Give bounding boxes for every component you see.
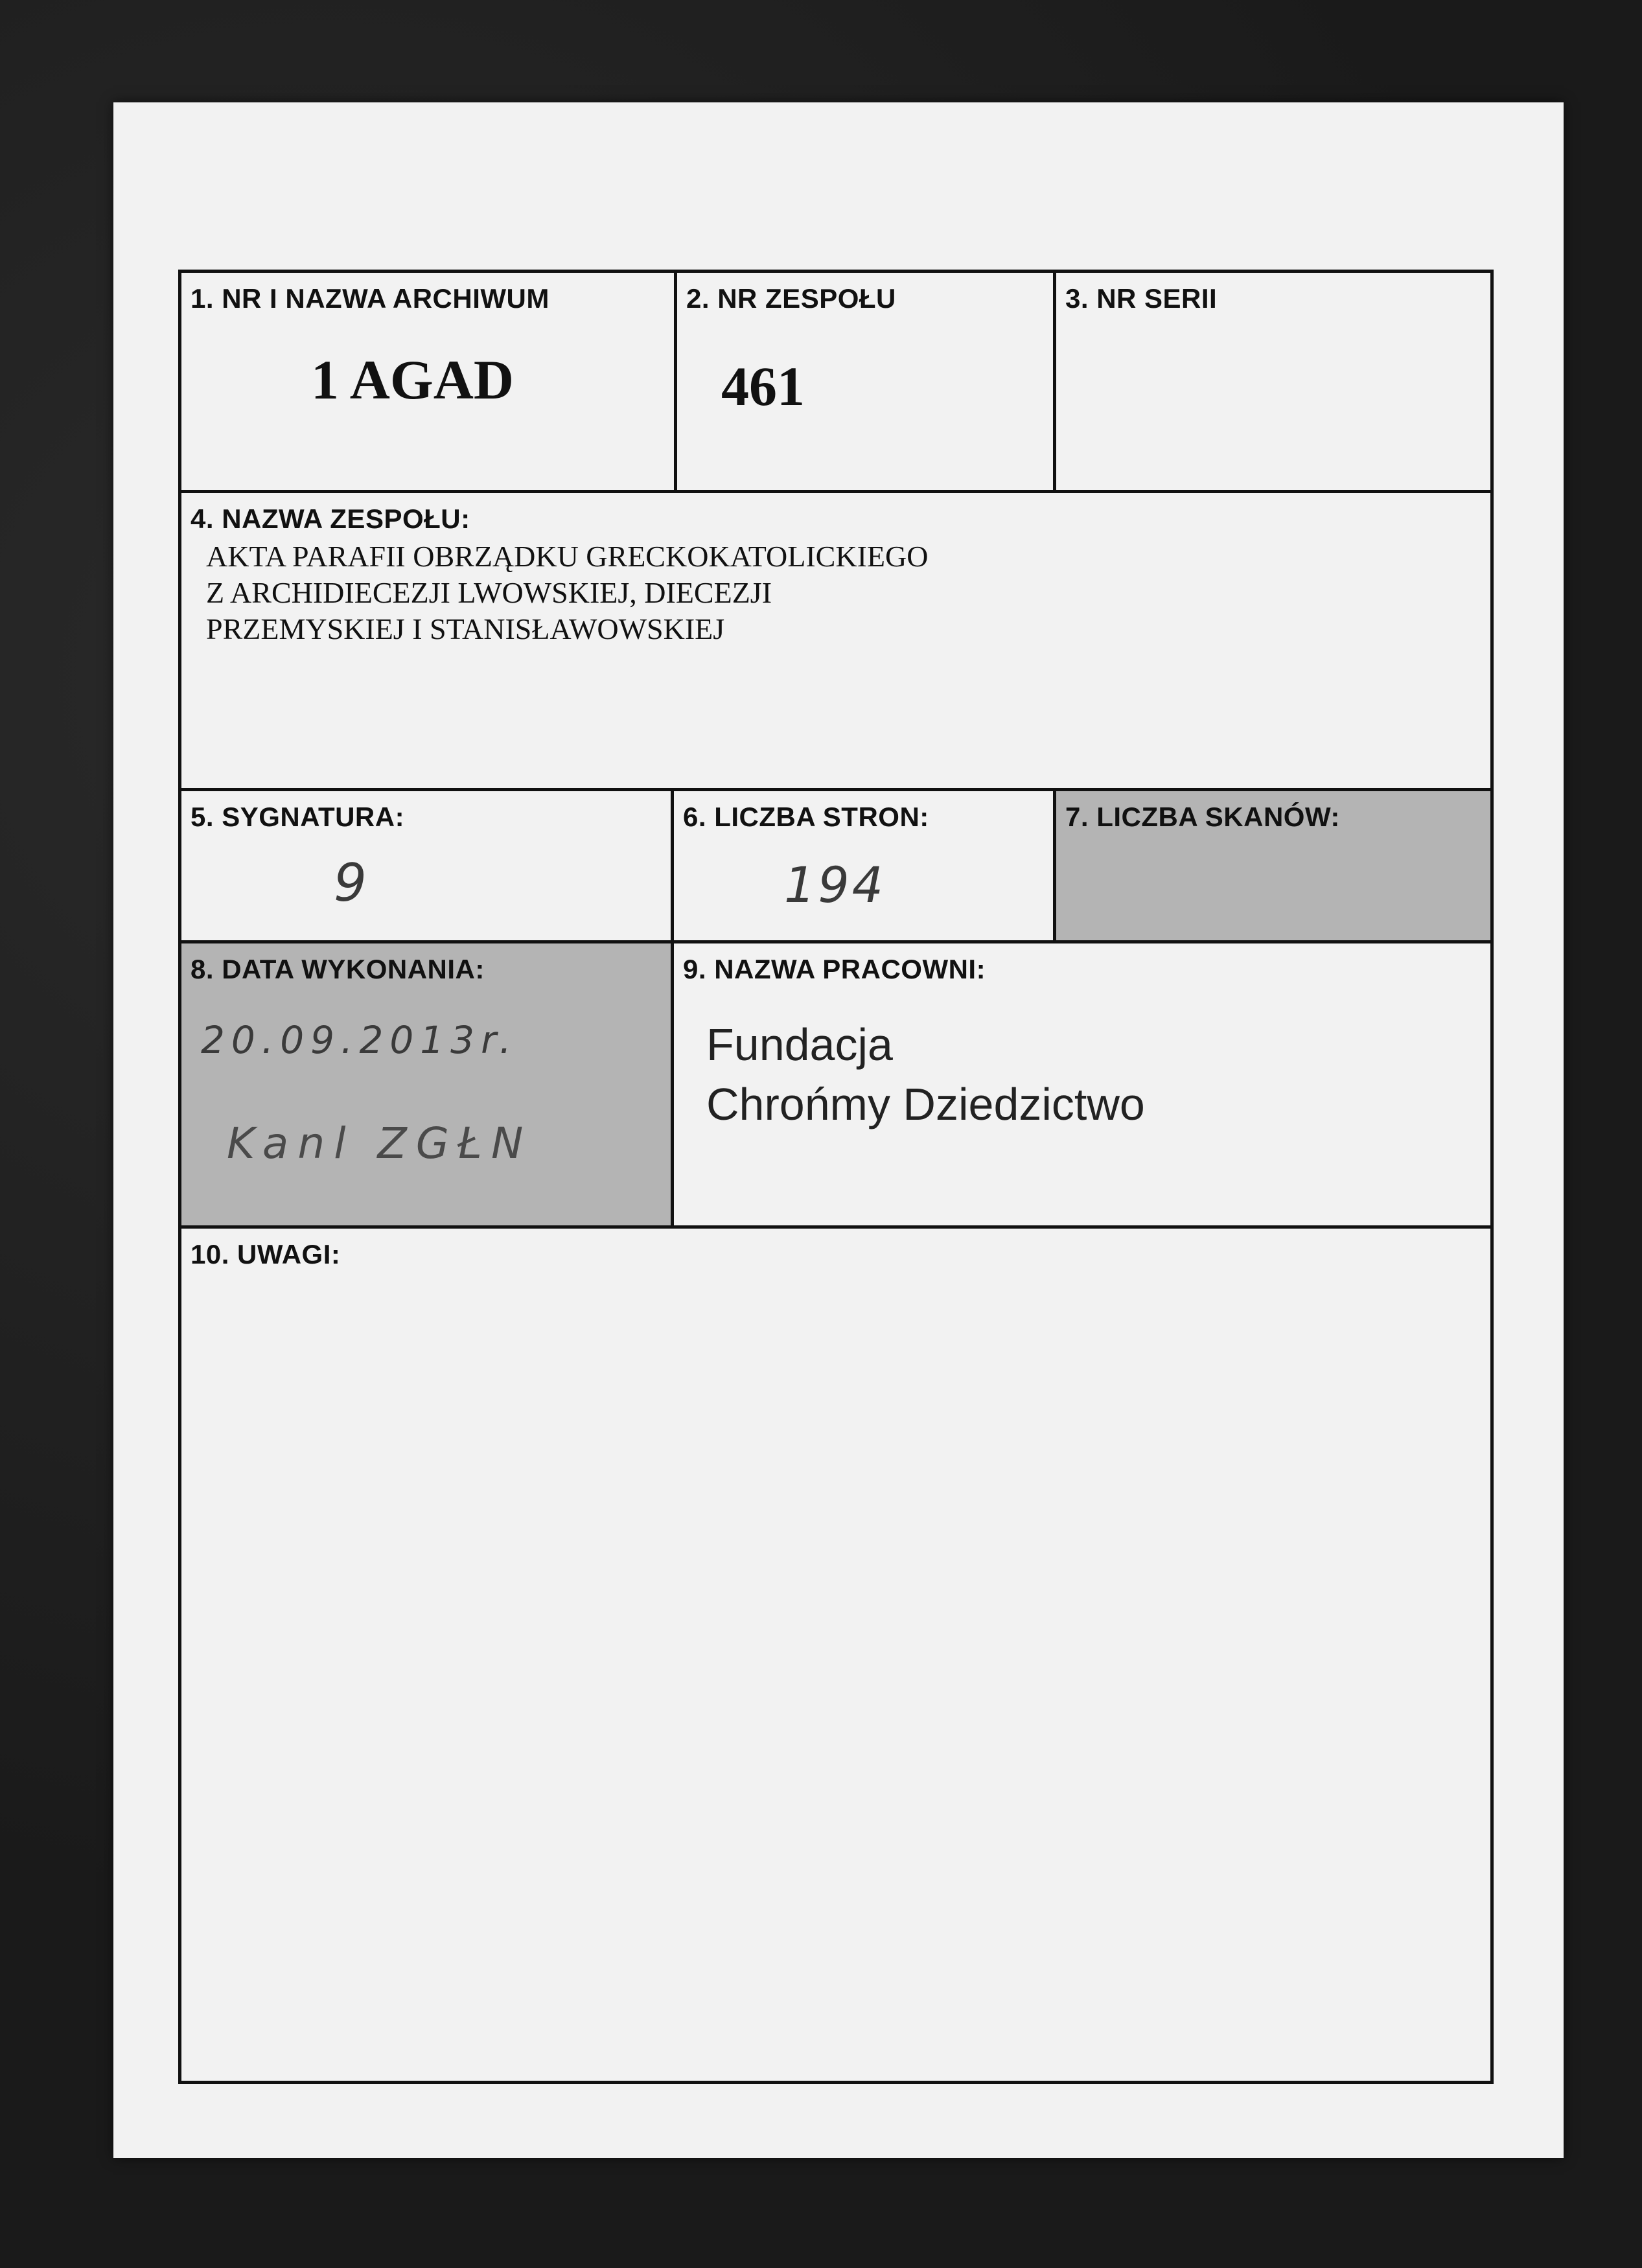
workshop-line: Chrońmy Dziedzictwo (706, 1079, 1145, 1129)
date-made-label: 8. DATA WYKONANIA: (191, 954, 485, 984)
metadata-form-frame (178, 270, 1494, 2084)
fond-number-cell (677, 273, 1053, 493)
archive-value: 1 AGAD (311, 349, 514, 411)
fond-number-label: 2. NR ZESPOŁU (686, 283, 896, 314)
date-made-value: 20.09.2013r. (201, 1018, 518, 1062)
notes-cell (181, 1229, 1490, 2081)
signature-cell (181, 791, 671, 943)
workshop-cell (674, 943, 1490, 1225)
fond-name-cell (181, 493, 1490, 788)
archive-label: 1. NR I NAZWA ARCHIWUM (191, 283, 549, 314)
divider (671, 791, 674, 943)
fond-name-label: 4. NAZWA ZESPOŁU: (191, 503, 470, 534)
series-number-cell (1056, 273, 1490, 493)
divider (1053, 791, 1056, 943)
workshop-line: Fundacja (706, 1019, 893, 1070)
fond-name-line: AKTA PARAFII OBRZĄDKU GRECKOKATOLICKIEGO (206, 540, 929, 573)
scan-count-cell (1056, 791, 1490, 943)
date-made-signature: Kanl ZGŁN (227, 1118, 533, 1168)
archive-cell (181, 273, 674, 493)
workshop-label: 9. NAZWA PRACOWNI: (683, 954, 986, 984)
page-count-value: 194 (784, 856, 886, 914)
page-count-label: 6. LICZBA STRON: (683, 802, 929, 832)
fond-name-text (206, 538, 928, 647)
divider (674, 273, 677, 493)
series-number-label: 3. NR SERII (1065, 283, 1218, 314)
page-count-cell (674, 791, 1053, 943)
date-made-cell (181, 943, 671, 1225)
workshop-text (706, 1015, 1145, 1134)
divider (1053, 273, 1056, 493)
divider (671, 943, 674, 1225)
notes-label: 10. UWAGI: (191, 1239, 341, 1269)
scan-count-label: 7. LICZBA SKANÓW: (1065, 802, 1340, 832)
signature-value: 9 (334, 853, 367, 913)
document-sheet (113, 102, 1564, 2158)
signature-label: 5. SYGNATURA: (191, 802, 405, 832)
fond-number-value: 461 (721, 355, 805, 417)
fond-name-line: PRZEMYSKIEJ I STANISŁAWOWSKIEJ (206, 612, 725, 645)
fond-name-line: Z ARCHIDIECEZJI LWOWSKIEJ, DIECEZJI (206, 576, 772, 609)
